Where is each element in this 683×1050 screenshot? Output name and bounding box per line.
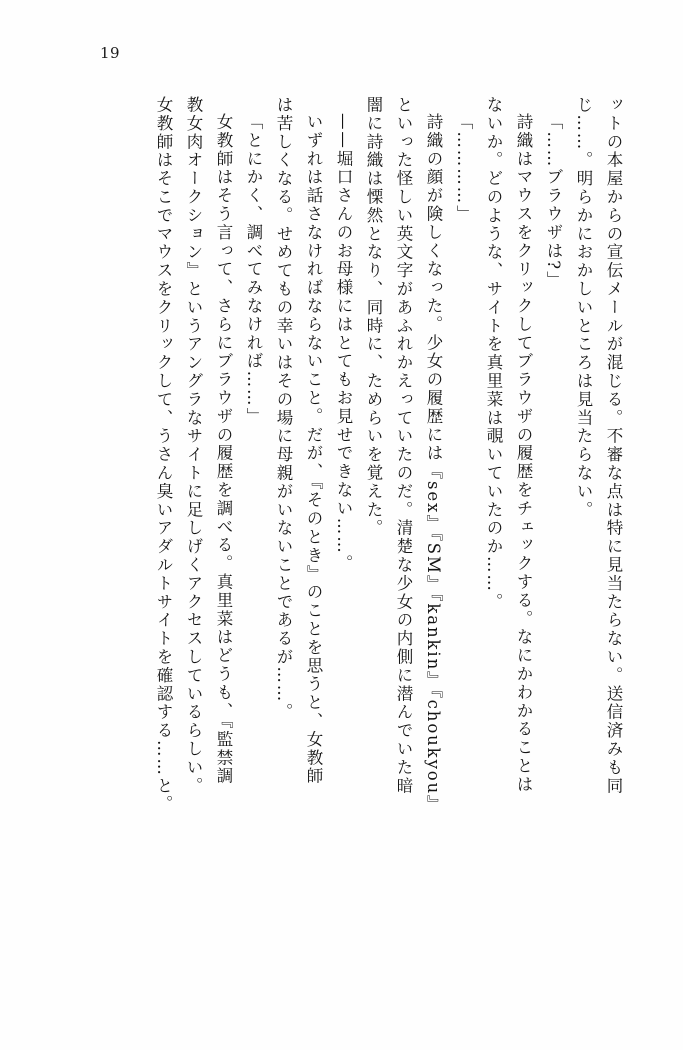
text-column: 「とにかく、調べてみなければ……」 — [244, 113, 263, 426]
text-column: 女教師はそこでマウスをクリックして、うさん臭いアダルトサイトを確認する……と。 — [154, 96, 173, 814]
text-column: ——堀口さんのお母様にはとてもお見せできない……。 — [334, 113, 353, 573]
text-column: 女教師はそう言って、さらにブラウザの履歴を調べる。真里菜はどうも、『監禁調 — [214, 113, 233, 786]
text-column: 詩織の顔が険しくなった。少女の履歴には『sex』『SM』『kankin』『choukyou』 — [424, 113, 443, 814]
page-number: 19 — [100, 44, 121, 62]
text-column: じ……。明らかにおかしいところは見当たらない。 — [574, 96, 593, 520]
text-column: は苦しくなる。せめてもの幸いはその場に母親がいないことであるが……。 — [274, 96, 293, 722]
text-column: ないか。どのような、サイトを真里菜は覗いていたのか……。 — [484, 96, 503, 612]
text-column: 教女肉オークション』というアングラなサイトに足しげくアクセスしているらしい。 — [184, 96, 203, 796]
vertical-text-block — [62, 96, 621, 976]
text-column: 闇に詩織は慄然となり、同時に、ためらいを覚えた。 — [364, 96, 383, 538]
text-column: 詩織はマウスをクリックしてブラウザの履歴をチェックする。なにかわかることは — [514, 113, 533, 794]
text-column: といった怪しい英文字があふれかえっていたのだ。清楚な少女の内側に潜んでいた暗 — [394, 96, 413, 796]
text-column: いずれは話さなければならないこと。だが、『そのとき』のことを思うと、女教師 — [304, 113, 323, 786]
text-column: ットの本屋からの宣伝メールが混じる。不審な点は特に見当たらない。送信済みも同 — [604, 96, 623, 796]
text-column: 「……ブラウザは?」 — [544, 113, 563, 290]
text-column: 「…………」 — [454, 113, 473, 224]
